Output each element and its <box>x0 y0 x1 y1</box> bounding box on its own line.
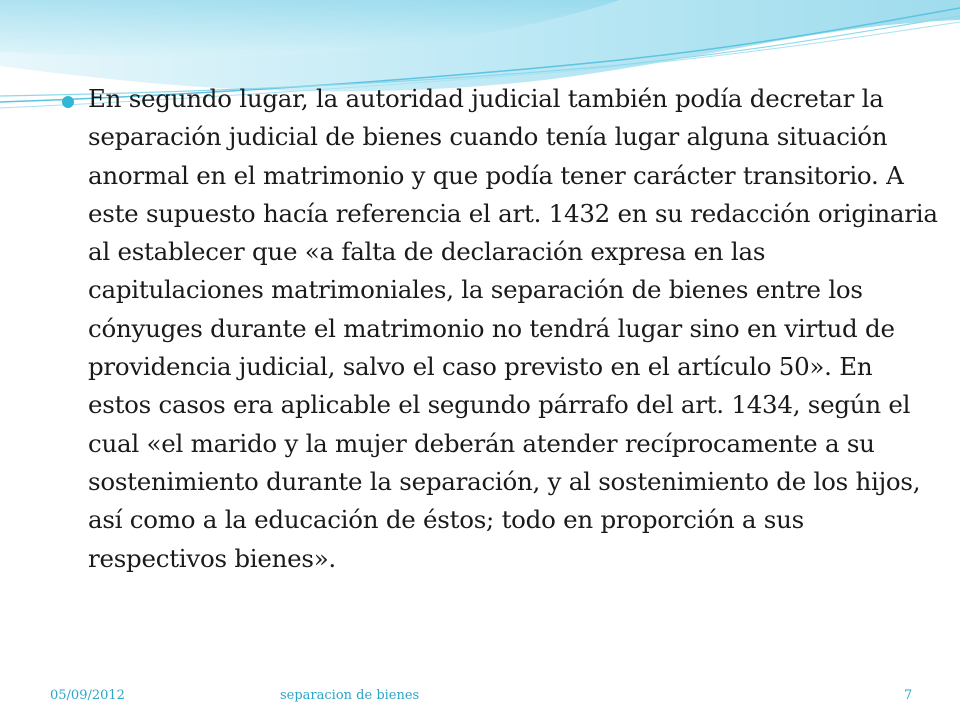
content-area <box>62 80 942 578</box>
footer-date: 05/09/2012 <box>50 688 125 703</box>
bullet-item <box>62 80 942 578</box>
footer <box>0 688 960 708</box>
bullet-text: En segundo lugar, la autoridad judicial también podía decretar la separación judicial de bienes cuando tenía lugar alguna situación anormal en el matrimonio y que podía tener carácter transitorio. A este supuesto hacía referencia el art. 1432 en su redacción originaria al establecer que «a falta de declaración expresa en las capitulaciones matrimoniales, la separación de bienes entre los cónyuges durante el matrimonio no tendrá lugar sino en virtud de providencia judicial, salvo el caso previsto en el artículo 50». En estos casos era aplicable el segundo párrafo del art. 1434, según el cual «el marido y la mujer deberán atender recíprocamente a su sostenimiento durante la separación, y al sostenimiento de los hijos, así como a la educación de éstos; todo en proporción a sus respectivos bienes». <box>88 84 938 573</box>
page-number: 7 <box>904 688 913 703</box>
bullet-dot-icon <box>62 96 74 108</box>
footer-title: separacion de bienes <box>280 688 420 703</box>
